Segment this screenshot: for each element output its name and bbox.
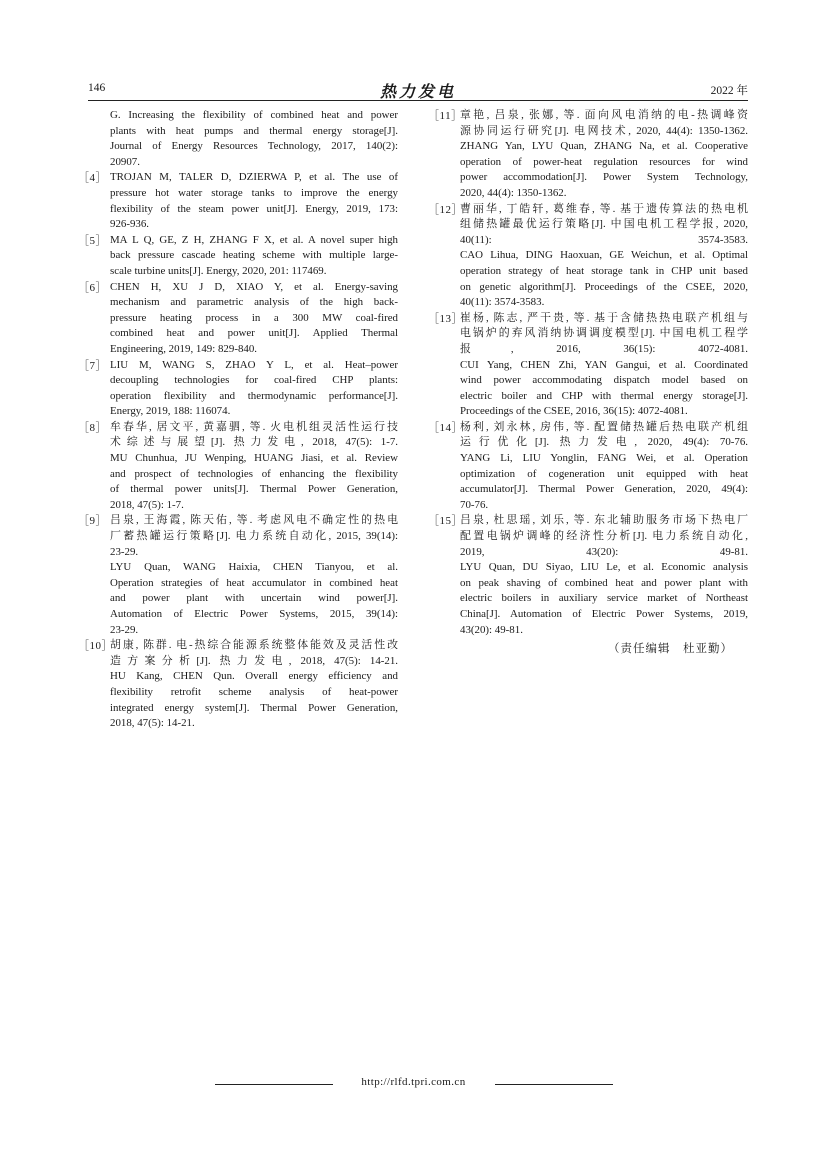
reference-line: 吕泉, 杜思瑶, 刘乐, 等. 东北辅助服务市场下热电厂 xyxy=(460,514,748,527)
reference-line: 40(11): 3574-3583. xyxy=(460,296,545,309)
reference-number: ［11］ xyxy=(428,110,463,122)
reference-line: 2019, 43(20): 49-81. xyxy=(460,545,748,558)
responsible-editor: （责任编辑 杜亚勤） xyxy=(608,643,733,655)
reference-line: ZHANG Yan, LYU Quan, ZHANG Na, et al. Cooperative xyxy=(460,140,748,153)
reference-line: 胡康, 陈群. 电-热综合能源系统整体能效及灵活性改 xyxy=(110,639,398,652)
reference-line: 2020, 44(4): 1350-1362. xyxy=(460,186,567,199)
journal-title: 热力发电 xyxy=(379,84,456,101)
reference-entry xyxy=(428,108,748,202)
reference-number: ［4］ xyxy=(78,172,107,185)
reference-line: electric boilers in auxiliary service market of Northeast xyxy=(460,592,748,605)
reference-line: Journal of Energy Resources Technology, 2017, 140(2): xyxy=(110,140,398,153)
reference-entry xyxy=(428,311,748,420)
references-left-column xyxy=(78,108,398,732)
reference-line: 40(11): 3574-3583. xyxy=(460,233,748,246)
reference-line: MU Chunhua, JU Wenping, HUANG Jiasi, et al. Review xyxy=(110,452,398,465)
reference-line: CHEN H, XU J D, XIAO Y, et al. Energy-saving xyxy=(110,280,398,293)
reference-line: Energy, 2019, 188: 116074. xyxy=(110,405,231,418)
reference-line: back pressure cascade heating scheme with multiple large- xyxy=(110,249,398,262)
reference-line: 组储热罐最优运行策略[J]. 中国电机工程学报, 2020, xyxy=(460,218,748,231)
reference-number: ［10］ xyxy=(78,640,113,653)
reference-entry xyxy=(78,638,398,732)
reference-line: combined heat and power unit[J]. Applied Thermal xyxy=(110,327,398,340)
reference-entry xyxy=(78,108,398,170)
footer-rule-right xyxy=(495,1084,613,1085)
reference-line: China[J]. Automation of Electric Power Systems, 2019, xyxy=(460,608,748,620)
page-number: 146 xyxy=(88,82,106,94)
reference-entry xyxy=(78,420,398,514)
reference-line: operation of power-heat regulation resources for wind xyxy=(460,155,748,168)
reference-line: 20907. xyxy=(110,155,140,168)
reference-number: ［13］ xyxy=(428,312,463,325)
reference-line: pressure hot water storage tanks to improve the energy xyxy=(110,186,398,199)
reference-line: LYU Quan, WANG Haixia, CHEN Tianyou, et al. xyxy=(110,561,398,574)
reference-entry xyxy=(428,202,748,311)
issue-year: 2022 年 xyxy=(710,85,748,97)
reference-line: 崔杨, 陈志, 严干贵, 等. 基于含储热热电联产机组与 xyxy=(460,311,748,324)
journal-url-link[interactable]: http://rlfd.tpri.com.cn xyxy=(361,1076,466,1088)
reference-number: ［12］ xyxy=(428,203,463,216)
reference-line: 23-29. xyxy=(110,545,139,558)
reference-line: HU Kang, CHEN Qun. Overall energy efficiency and xyxy=(110,670,398,683)
reference-line: 43(20): 49-81. xyxy=(460,623,523,636)
reference-line: 牟春华, 居文平, 黄嘉驷, 等. 火电机组灵活性运行技 xyxy=(110,420,398,433)
footer-rule-left xyxy=(215,1084,333,1085)
reference-line: LYU Quan, DU Siyao, LIU Le, et al. Economic analysis xyxy=(460,561,748,574)
reference-line: 吕泉, 王海霞, 陈天佑, 等. 考虑风电不确定性的热电 xyxy=(110,514,398,527)
reference-line: on peak shaving of combined heat and power plant with xyxy=(460,576,748,589)
reference-entry xyxy=(78,358,398,420)
reference-line: mechanism and parametric analysis of the high back- xyxy=(110,296,398,309)
reference-line: 厂蓄热罐运行策略[J]. 电力系统自动化, 2015, 39(14): xyxy=(110,530,398,543)
reference-line: CAO Lihua, DING Haoxuan, GE Weichun, et al. Optimal xyxy=(460,249,748,262)
reference-number: ［6］ xyxy=(78,281,107,294)
reference-line: Engineering, 2019, 149: 829-840. xyxy=(110,342,258,355)
reference-entry xyxy=(428,420,748,514)
reference-line: optimization of cogeneration unit equipped with heat xyxy=(460,467,748,480)
reference-number: ［7］ xyxy=(78,359,107,372)
reference-number: ［8］ xyxy=(78,421,107,434)
reference-line: pressure heating process in a 300 MW coal-fired xyxy=(110,311,398,324)
reference-line: TROJAN M, TALER D, DZIERWA P, et al. The use of xyxy=(110,171,398,184)
reference-number: ［14］ xyxy=(428,421,463,434)
reference-line: 章艳, 吕泉, 张娜, 等. 面向风电消纳的电-热调峰资 xyxy=(460,109,748,121)
reference-line: MA L Q, GE, Z H, ZHANG F X, et al. A novel super high xyxy=(110,233,398,246)
reference-line: integrated energy system[J]. Thermal Power Generation, xyxy=(110,701,398,714)
reference-line: flexibility of the steam power unit[J]. Energy, 2019, 173: xyxy=(110,202,398,215)
reference-line: 2018, 47(5): 1-7. xyxy=(110,498,184,511)
reference-line: power accommodation[J]. Power System Technology, xyxy=(460,171,748,184)
reference-line: operation flexibility and thermodynamic performance[J]. xyxy=(110,389,398,402)
reference-line: 源协同运行研究[J]. 电网技术, 2020, 44(4): 1350-1362. xyxy=(460,124,748,137)
reference-entry xyxy=(78,170,398,232)
reference-line: 电锅炉的弃风消纳协调调度模型[J]. 中国电机工程学 xyxy=(460,327,748,340)
reference-line: electric boiler and CHP with thermal energy storage[J]. xyxy=(460,389,748,402)
reference-line: Operation strategies of heat accumulator in combined heat xyxy=(110,576,398,589)
reference-line: of thermal power units[J]. Thermal Power Generation, xyxy=(110,483,398,496)
reference-line: G. Increasing the flexibility of combined heat and power xyxy=(110,109,398,121)
reference-entry xyxy=(78,233,398,280)
reference-number: ［9］ xyxy=(78,515,107,528)
reference-line: plants with heat pumps and thermal energy storage[J]. xyxy=(110,124,398,137)
header-rule xyxy=(88,100,748,101)
reference-line: flexibility retrofit scheme analysis of heat-power xyxy=(110,685,398,698)
reference-line: LIU M, WANG S, ZHAO Y L, et al. Heat–power xyxy=(110,358,398,371)
reference-line: 运行优化[J]. 热力发电, 2020, 49(4): 70-76. xyxy=(460,436,748,449)
references-right-column xyxy=(428,108,748,638)
reference-line: and power plant with uncertain wind power[J]. xyxy=(110,592,398,605)
reference-line: 926-936. xyxy=(110,218,150,231)
reference-number: ［15］ xyxy=(428,515,463,528)
reference-line: 配置电锅炉调峰的经济性分析[J]. 电力系统自动化, xyxy=(460,530,748,543)
reference-line: 术综述与展望[J]. 热力发电, 2018, 47(5): 1-7. xyxy=(110,436,398,449)
reference-line: 2018, 47(5): 14-21. xyxy=(110,717,195,730)
reference-line: scale turbine units[J]. Energy, 2020, 201: 117469. xyxy=(110,264,327,277)
reference-line: accumulator[J]. Thermal Power Generation, 2020, 49(4): xyxy=(460,483,748,496)
reference-line: and prospect of technologies of enhancing the flexibility xyxy=(110,467,398,480)
reference-line: 杨利, 刘永林, 房伟, 等. 配置储热罐后热电联产机组 xyxy=(460,420,748,433)
reference-entry xyxy=(78,513,398,638)
reference-number: ［5］ xyxy=(78,234,107,247)
reference-line: YANG Li, LIU Yonglin, FANG Wei, et al. Operation xyxy=(460,452,748,465)
reference-line: 曹丽华, 丁皓轩, 葛维春, 等. 基于遗传算法的热电机 xyxy=(460,202,748,215)
reference-line: 23-29. xyxy=(110,623,139,636)
reference-line: 70-76. xyxy=(460,498,489,511)
reference-entry xyxy=(428,513,748,638)
reference-line: CUI Yang, CHEN Zhi, YAN Gangui, et al. Coordinated xyxy=(460,358,748,371)
reference-entry xyxy=(78,280,398,358)
reference-line: 报, 2016, 36(15): 4072-4081. xyxy=(460,342,748,355)
page-footer xyxy=(0,1072,827,1092)
reference-line: wind power accommodating dispatch model based on xyxy=(460,374,748,387)
reference-line: on genetic algorithm[J]. Proceedings of the CSEE, 2020, xyxy=(460,280,748,293)
reference-line: 造方案分析[J]. 热力发电, 2018, 47(5): 14-21. xyxy=(110,654,398,667)
reference-line: operation strategy of heat storage tank in CHP unit based xyxy=(460,264,748,277)
reference-line: Automation of Electric Power Systems, 2015, 39(14): xyxy=(110,608,398,620)
page-header xyxy=(88,80,748,100)
reference-line: decoupling technologies for coal-fired CHP plants: xyxy=(110,374,398,387)
reference-line: Proceedings of the CSEE, 2016, 36(15): 4072-4081. xyxy=(460,405,688,418)
